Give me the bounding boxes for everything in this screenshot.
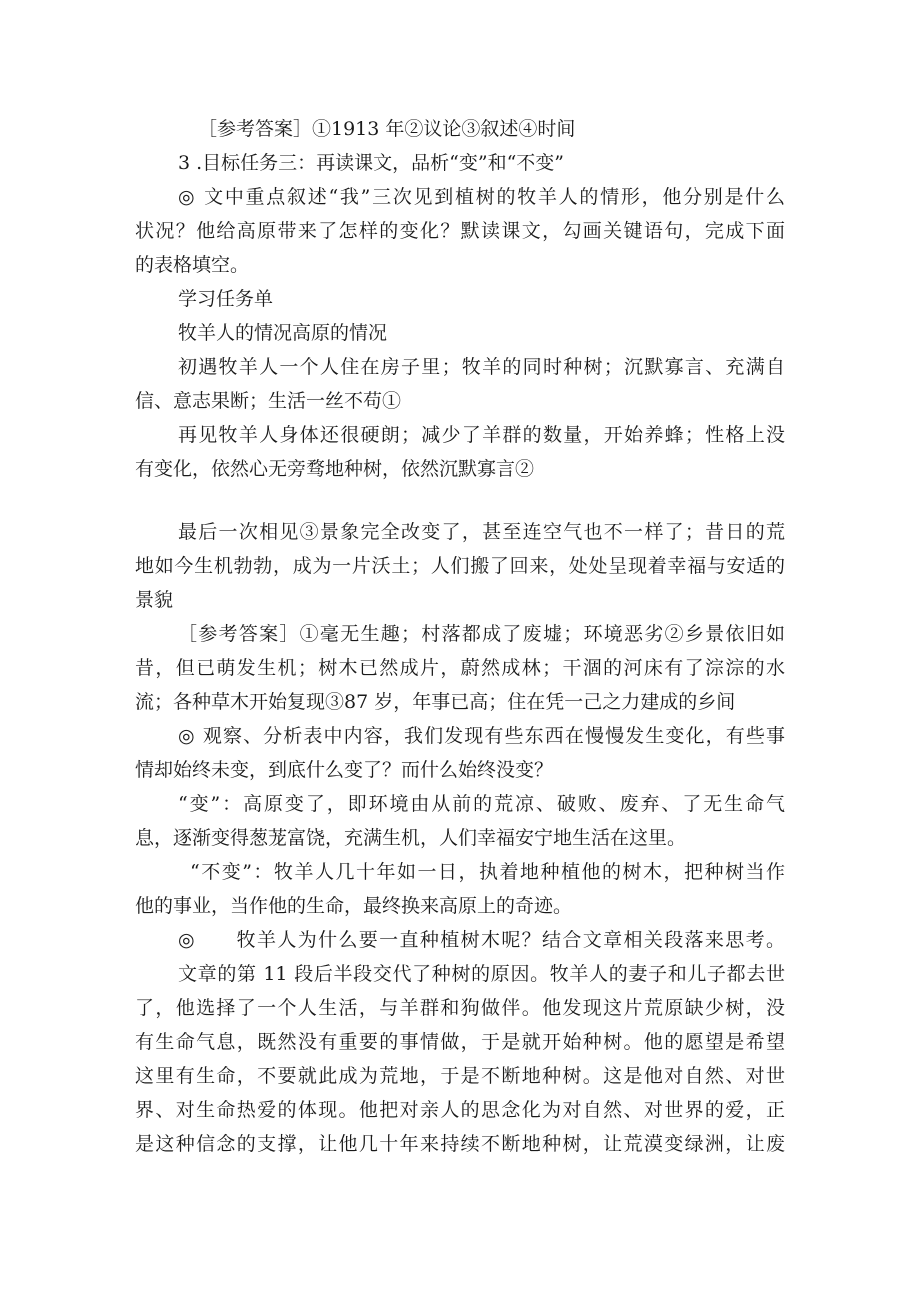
answer-line-2-cont: 昔，但已萌发生机；树木已然成片，蔚然成林；干涸的河床有了淙淙的水 [135,657,785,679]
no-change-paragraph-cont: 他的事业，当作他的生命，最终换来高原上的奇迹。 [135,895,573,917]
table-row-second-meeting: 再见牧羊人身体还很硬朗；减少了羊群的数量，开始养蜂；性格上没 [178,424,785,446]
task-three-heading: 3 .目标任务三：再读课文，品析“变”和“不变” [178,152,565,174]
answer-line-2: ［参考答案］①毫无生趣；村落都成了废墟；环境恶劣②乡景依旧如 [178,623,785,645]
answer-paragraph-line: 了，他选择了一个人生活，与羊群和狗做伴。他发现这片荒原缺少树，没 [135,997,785,1019]
answer-line-1: ［参考答案］①1913 年②议论③叙述④时间 [198,118,576,140]
answer-paragraph-line: 是这种信念的支撑，让他几十年来持续不断地种树，让荒漠变绿洲，让废 [135,1133,785,1155]
answer-paragraph-line: 有生命气息，既然没有重要的事情做，于是就开始种树。他的愿望是希望 [135,1031,785,1053]
paragraph-line: ◎ 文中重点叙述“我”三次见到植树的牧羊人的情形，他分别是什么 [178,186,785,208]
change-paragraph: “变”：高原变了，即环境由从前的荒凉、破败、废弃、了无生命气 [178,793,785,815]
table-row-first-meeting-cont: 信、意志果断；生活一丝不苟① [135,390,402,412]
table-header: 牧羊人的情况高原的情况 [178,322,388,344]
answer-paragraph: 文章的第 11 段后半段交代了种树的原因。牧羊人的妻子和儿子都去世 [178,963,785,985]
table-row-last-meeting-end: 景貌 [135,589,174,611]
table-row-second-meeting-cont: 有变化，依然心无旁骛地种树，依然沉默寡言② [135,458,535,480]
paragraph-line: 的表格填空。 [135,254,250,276]
table-row-last-meeting: 最后一次相见③景象完全改变了，甚至连空气也不一样了；昔日的荒 [178,521,785,543]
change-paragraph-cont: 息，逐渐变得葱茏富饶，充满生机，人们幸福安宁地生活在这里。 [135,827,687,849]
table-row-first-meeting: 初遇牧羊人一个人住在房子里；牧羊的同时种树；沉默寡言、充满自 [178,356,785,378]
paragraph-line: 情却始终未变，到底什么变了？而什么始终没变？ [135,759,554,781]
paragraph-line: 状况？他给高原带来了怎样的变化？默读课文，勾画关键语句，完成下面 [135,220,785,242]
question-paragraph: ◎ 牧羊人为什么要一直种植树木呢？结合文章相关段落来思考。 [178,929,785,951]
table-row-last-meeting-cont: 地如今生机勃勃，成为一片沃土；人们搬了回来，处处呈现着幸福与安适的 [135,555,785,577]
worksheet-title: 学习任务单 [178,288,274,310]
paragraph-line: ◎ 观察、分析表中内容，我们发现有些东西在慢慢发生变化，有些事 [178,725,785,747]
answer-line-2-end: 流；各种草木开始复现③87 岁，年事已高；住在凭一己之力建成的乡间 [135,691,736,713]
answer-paragraph-line: 界、对生命热爱的体现。他把对亲人的思念化为对自然、对世界的爱，正 [135,1099,785,1121]
answer-paragraph-line: 这里有生命，不要就此成为荒地，于是不断地种树。这是他对自然、对世 [135,1065,785,1087]
no-change-paragraph: “不变”：牧羊人几十年如一日，执着地种植他的树木，把种树当作 [190,861,785,883]
